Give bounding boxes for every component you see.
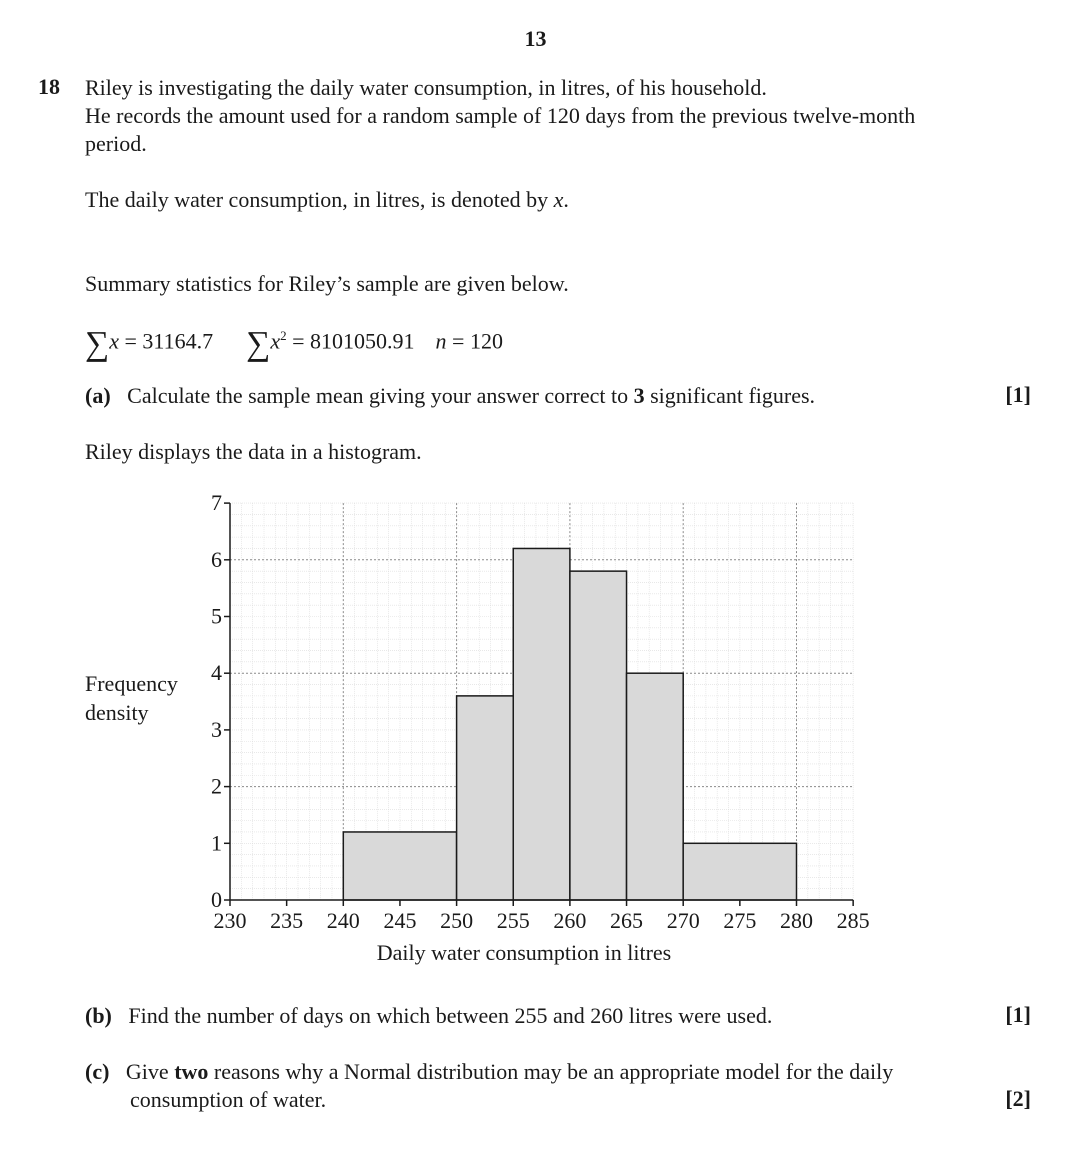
sum-x2-var: x	[270, 328, 281, 354]
histogram-intro: Riley displays the data in a histogram.	[85, 439, 422, 464]
part-b-label: (b)	[85, 1003, 112, 1028]
part-a-text-after: significant figures.	[644, 383, 816, 408]
part-a-marks: [1]	[1005, 382, 1031, 407]
y-tick-label: 7	[211, 490, 222, 516]
sum-x2-exponent: 2	[280, 328, 287, 343]
histogram-bar	[513, 548, 570, 900]
histogram-bar	[343, 832, 456, 900]
x-tick-label: 285	[836, 908, 870, 933]
x-axis-label: Daily water consumption in litres	[376, 940, 672, 965]
variable-end: .	[563, 187, 569, 212]
y-tick-label: 3	[211, 716, 222, 742]
y-tick-label: 6	[211, 546, 222, 572]
sigma-symbol-2: ∑	[246, 325, 271, 363]
x-tick-label: 250	[440, 908, 474, 933]
summary-intro: Summary statistics for Riley’s sample are given below.	[85, 271, 569, 296]
part-a-bold: 3	[633, 383, 645, 408]
x-tick-label: 280	[780, 908, 813, 933]
part-c-text-after: reasons why a Normal distribution may be an appropriate model for the daily	[208, 1059, 894, 1084]
y-tick-label: 5	[211, 603, 222, 629]
intro-line-2: He records the amount used for a random sample of 120 days from the previous twelve-month	[85, 103, 916, 128]
part-c-marks: [2]	[1005, 1086, 1031, 1111]
y-tick-label: 2	[211, 773, 222, 799]
variable-text: The daily water consumption, in litres, is denoted by	[85, 187, 554, 212]
part-c-bold: two	[174, 1059, 209, 1084]
n-value: = 120	[446, 328, 503, 354]
part-a-label: (a)	[85, 383, 111, 408]
part-b-text: Find the number of days on which between 255 and 260 litres were used.	[128, 1003, 773, 1028]
intro-line-1: Riley is investigating the daily water consumption, in litres, of his household.	[85, 75, 767, 100]
part-b-marks: [1]	[1005, 1002, 1031, 1027]
part-a-text-before: Calculate the sample mean giving your answer correct to	[127, 383, 634, 408]
y-tick-label: 4	[211, 660, 222, 686]
x-tick-label: 240	[326, 908, 360, 933]
sum-x2-value: = 8101050.91	[286, 328, 415, 354]
part-c-label: (c)	[85, 1059, 110, 1084]
part-b	[85, 1002, 772, 1030]
y-tick-label: 0	[211, 887, 222, 912]
question-number: 18	[38, 74, 60, 99]
part-c	[85, 1058, 893, 1086]
x-tick-label: 245	[383, 908, 417, 933]
histogram-bar	[683, 843, 796, 900]
page-number: 13	[524, 26, 547, 51]
sum-x-var: x	[109, 328, 120, 354]
y-axis-label-1: Frequency	[85, 671, 178, 696]
x-tick-label: 265	[610, 908, 644, 933]
sigma-symbol: ∑	[85, 325, 110, 363]
y-tick-label: 1	[211, 830, 222, 856]
histogram-bar	[570, 571, 627, 900]
x-tick-label: 230	[213, 908, 247, 933]
histogram-bar	[457, 696, 514, 900]
x-tick-label: 255	[496, 908, 530, 933]
part-c-line-2: consumption of water.	[130, 1087, 327, 1112]
histogram-bar	[627, 673, 684, 900]
x-tick-label: 275	[723, 908, 757, 933]
y-axis-label-2: density	[85, 700, 149, 725]
x-tick-label: 260	[553, 908, 587, 933]
sum-x-value: = 31164.7	[119, 328, 214, 354]
variable-symbol: x	[553, 187, 564, 212]
part-c-text-before: Give	[125, 1059, 175, 1084]
x-tick-label: 270	[666, 908, 700, 933]
intro-line-3: period.	[85, 131, 147, 156]
x-tick-label: 235	[270, 908, 304, 933]
n-var: n	[435, 328, 447, 354]
